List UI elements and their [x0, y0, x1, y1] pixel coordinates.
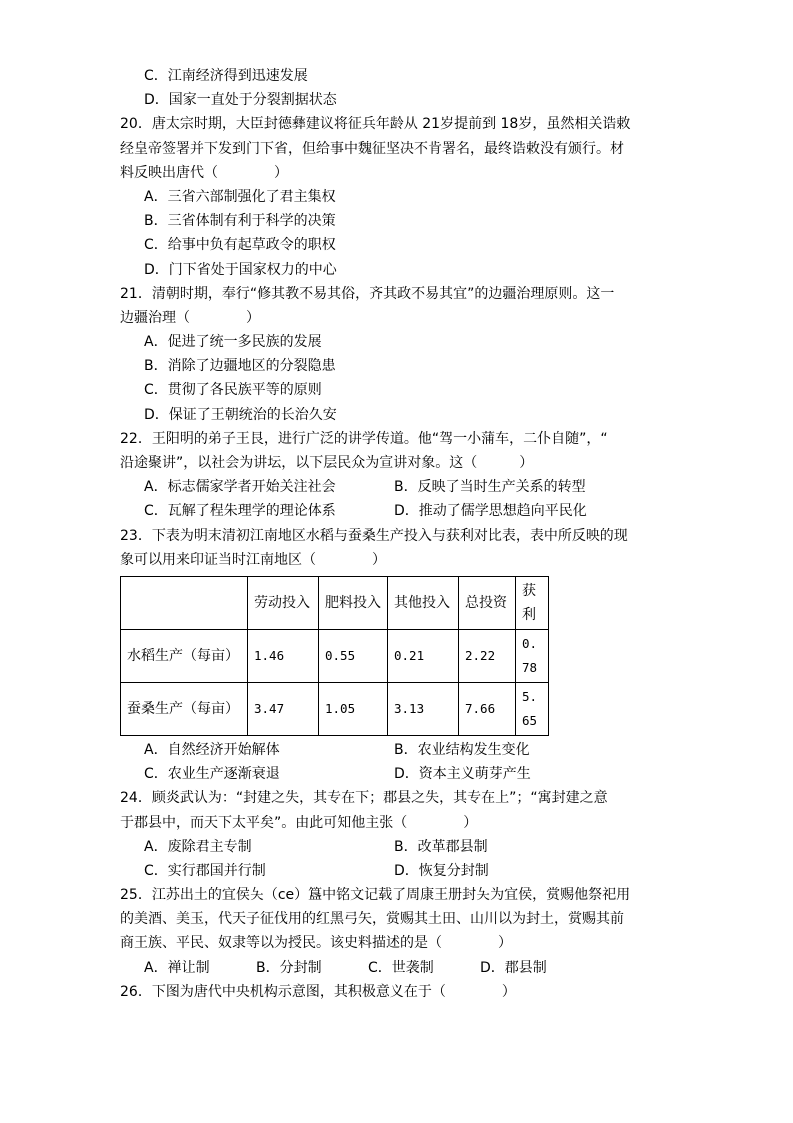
- q24-options-row-2: [120, 859, 680, 883]
- q24-stem-line-2: 于郡县中，而天下太平矣”。由此可知他主张（ ）: [120, 814, 478, 831]
- table-row: [121, 682, 549, 735]
- q22-option-b: B．反映了当时生产关系的转型: [394, 479, 586, 496]
- q24-option-c: C．实行郡国并行制: [144, 862, 266, 879]
- q22-stem-line-2: 沿途聚讲”，以社会为讲坛，以下层民众为宣讲对象。这（ ）: [120, 455, 534, 471]
- q21-option-a: A．促进了统一多民族的发展: [144, 334, 322, 351]
- table-header-cell: 获利: [516, 576, 549, 629]
- q23-option-d: D．资本主义萌芽产生: [394, 766, 531, 783]
- q22-options-row-2: [120, 499, 680, 523]
- q23-option-a: A．自然经济开始解体: [144, 741, 280, 758]
- table-cell: 3.13: [388, 682, 459, 735]
- q24-stem-line-1: 24．顾炎武认为：“封建之失，其专在下；郡县之失，其专在上”；“寓封建之意: [120, 790, 608, 807]
- q25-option-c: C．世袭制: [368, 959, 434, 976]
- q21-option-c: C．贯彻了各民族平等的原则: [144, 382, 322, 399]
- table-header-cell: 其他投入: [388, 576, 459, 629]
- q24-option-d: D．恢复分封制: [394, 862, 489, 879]
- q22-stem-line-1: 22．王阳明的弟子王艮，进行广泛的讲学传道。他“驾一小蒲车，二仆自随”，“: [120, 430, 608, 447]
- q23-stem-line-1: 23．下表为明末清初江南地区水稻与蚕桑生产投入与获利对比表，表中所反映的现: [120, 527, 628, 544]
- table-cell: 蚕桑生产（每亩）: [121, 682, 248, 735]
- q22-option-d: D．推动了儒学思想趋向平民化: [394, 503, 587, 520]
- q20-stem-line-1: 20．唐太宗时期，大臣封德彝建议将征兵年龄从 21岁提前到 18岁，虽然相关诰敕: [120, 116, 631, 133]
- table-cell: 2.22: [459, 629, 516, 682]
- q25-options-row: [120, 956, 680, 980]
- question-content: [120, 64, 680, 1004]
- q20-stem-line-3: 料反映出唐代（ ）: [120, 164, 288, 181]
- q25-option-a: A．禅让制: [144, 959, 210, 976]
- table-cell: 0.55: [319, 629, 388, 682]
- table-header-cell: 肥料投入: [319, 576, 388, 629]
- table-cell: 3.47: [248, 682, 319, 735]
- table-cell: 水稻生产（每亩）: [121, 629, 248, 682]
- table-cell: 0.78: [516, 629, 549, 682]
- q22-option-a: A．标志儒家学者开始关注社会: [144, 479, 336, 496]
- q21-option-d: D．保证了王朝统治的长治久安: [144, 406, 337, 423]
- table-row: [121, 629, 549, 682]
- table-cell: 0.21: [388, 629, 459, 682]
- q25-stem-line-1: 25．江苏出土的宜侯夨（ce）簋中铭文记载了周康王册封夨为宜侯，赏赐他祭祀用: [120, 887, 631, 904]
- q21-stem-line-1: 21．清朝时期，奉行“修其教不易其俗，齐其政不易其宜”的边疆治理原则。这一: [120, 285, 615, 302]
- q19-option-c: C．江南经济得到迅速发展: [144, 68, 308, 84]
- q25-stem-line-2: 的美酒、美玉，代天子征伐用的红黑弓矢，赏赐其土田、山川以为封土，赏赐其前: [120, 911, 624, 928]
- q26-stem-line-1: 26．下图为唐代中央机构示意图，其积极意义在于（ ）: [120, 983, 516, 1000]
- q20-stem-line-2: 经皇帝签署并下发到门下省，但给事中魏征坚决不肯署名，最终诰敕没有颁行。材: [120, 140, 624, 157]
- table-cell: 1.05: [319, 682, 388, 735]
- q25-option-b: B．分封制: [256, 959, 322, 976]
- q24-options-row-1: [120, 835, 680, 859]
- table-header-cell: 劳动投入: [248, 576, 319, 629]
- table-header-row: [121, 576, 549, 629]
- table-cell: 5.65: [516, 682, 549, 735]
- q20-option-d: D．门下省处于国家权力的中心: [144, 261, 337, 278]
- q23-options-row-2: [120, 762, 680, 786]
- q23-option-b: B．农业结构发生变化: [394, 741, 530, 758]
- q23-options-row-1: [120, 738, 680, 762]
- q24-option-b: B．改革郡县制: [394, 838, 488, 855]
- q23-stem-line-2: 象可以用来印证当时江南地区（ ）: [120, 551, 386, 568]
- q21-stem-line-2: 边疆治理（ ）: [120, 309, 260, 326]
- table-cell: 1.46: [248, 629, 319, 682]
- q23-option-c: C．农业生产逐渐衰退: [144, 766, 280, 783]
- q22-option-c: C．瓦解了程朱理学的理论体系: [144, 503, 336, 520]
- q21-option-b: B．消除了边疆地区的分裂隐患: [144, 358, 336, 375]
- q25-stem-line-3: 商王族、平民、奴隶等以为授民。该史料描述的是（ ）: [120, 935, 512, 952]
- table-header-cell: 总投资: [459, 576, 516, 629]
- q23-data-table: [120, 576, 549, 736]
- q19-option-d: D．国家一直处于分裂割据状态: [144, 92, 337, 109]
- q20-option-a: A．三省六部制强化了君主集权: [144, 188, 336, 205]
- q24-option-a: A．废除君主专制: [144, 838, 252, 855]
- table-header-cell: [121, 576, 248, 629]
- q20-option-c: C．给事中负有起草政令的职权: [144, 237, 336, 254]
- table-cell: 7.66: [459, 682, 516, 735]
- q20-option-b: B．三省体制有利于科学的决策: [144, 213, 336, 230]
- q25-option-d: D．郡县制: [480, 959, 547, 976]
- q22-options-row-1: [120, 475, 680, 499]
